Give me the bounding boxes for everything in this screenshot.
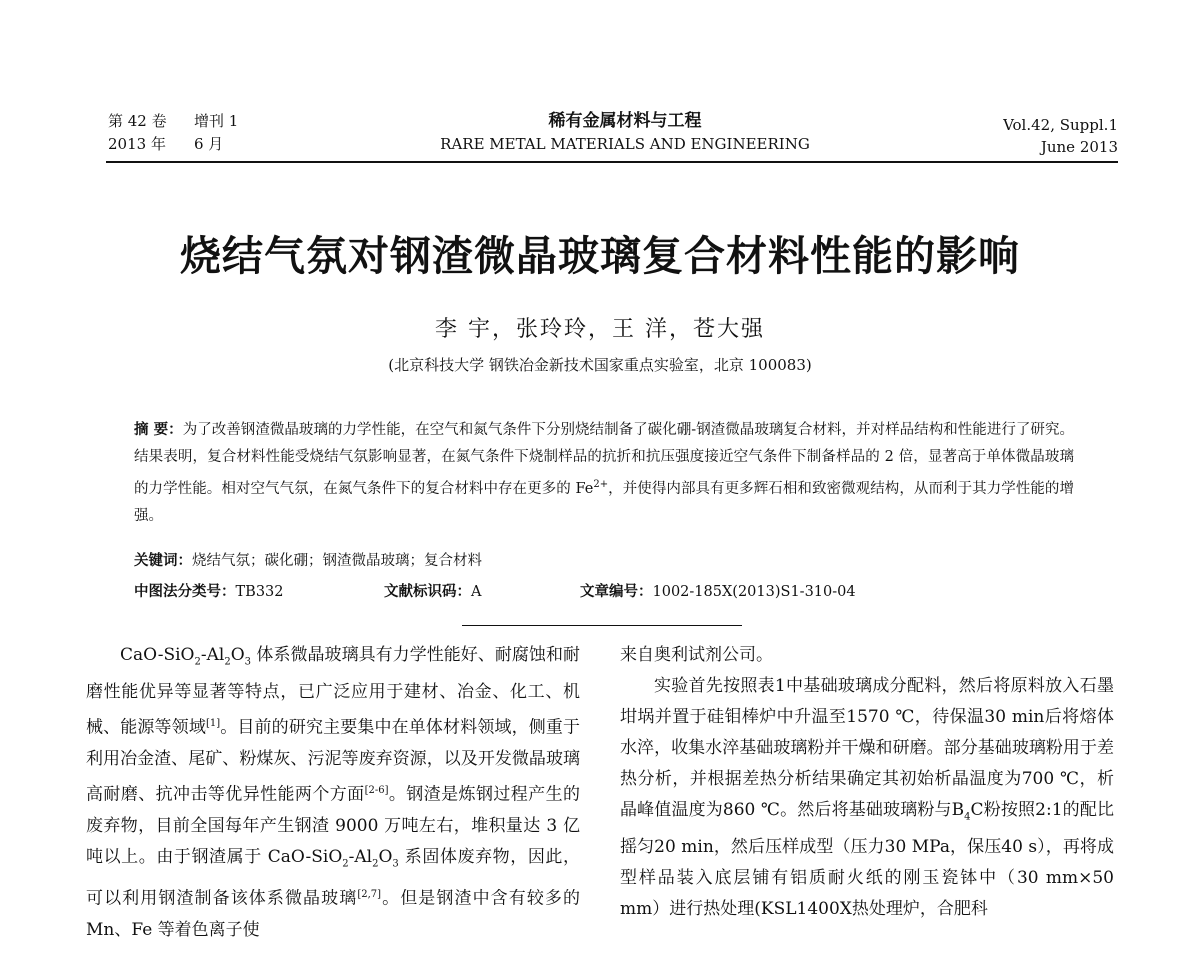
subscript: 2: [342, 858, 349, 870]
text-run: -Al: [200, 645, 225, 665]
authors: 李 宇，张玲玲，王 洋，苍大强: [435, 317, 765, 342]
doc-value: A: [471, 584, 482, 600]
text-run: 。目前的研究主要集中在单体材料领域，侧重于利用冶金渣、尾矿、粉煤灰、污泥等废弃资源，以及开发微晶玻璃高耐磨、抗冲击等优异性能两个方面: [86, 718, 581, 805]
abstract-sup: 2+: [593, 479, 609, 490]
issue-label: 增刊 1: [194, 112, 239, 130]
abstract-text-a: 为了改善钢渣微晶玻璃的力学性能，在空气和氮气条件下分别烧结制备了碳化硼-钢渣微晶玻璃复合材料，并对样品结构和性能进行了研究。结果表明，复合材料性能受烧结气氛影响显著，在氮气条件下烧制样品的抗折和抗压强度接近空气条件下制备样品的 2 倍，显著高于单体微晶玻璃的力学性能。相对空气气氛，在氮气条件下的复合材料中存在更多的 Fe: [134, 422, 1074, 497]
subscript: 3: [392, 858, 399, 870]
section-rule: [462, 625, 742, 626]
article-value: 1002-185X(2013)S1-310-04: [652, 584, 856, 600]
classification-line: [134, 580, 1034, 601]
keywords-label: 关键词：: [134, 552, 192, 569]
abstract-text-b: ，并使得内部具有更多辉石相和致密微观结构，从而利于其力学性能的增强。: [134, 480, 1074, 524]
text-run: 实验首先按照表1中基础玻璃成分配料，然后将原料放入石墨坩埚并置于硅钼棒炉中升温至1570 ℃，待保温30 min后将熔体水淬，收集水淬基础玻璃粉并干燥和研磨。部分基础玻璃粉用于差热分析，并根据差热分析结果确定其初始析晶温度为700 ℃，析晶峰值温度为860 ℃。然后将基础玻璃粉与B: [620, 676, 1114, 820]
keywords: [134, 549, 482, 570]
header-left: [108, 110, 238, 156]
subscript: 2: [224, 656, 231, 668]
text-run: 。钢渣是炼钢过程产生的废弃物，目前全国每年产生钢渣 9000 万吨左右，堆积量达 3 亿吨以上。由于钢渣属于 CaO-SiO: [86, 784, 581, 867]
citation: [1]: [205, 718, 221, 730]
header-center: [380, 110, 870, 156]
month-label: 6 月: [194, 135, 224, 153]
text-run: -Al: [348, 846, 373, 867]
text-run: O: [230, 645, 245, 665]
text-run: 系固体废弃物，因此，可以利用钢渣制备该体系微晶玻璃: [86, 846, 581, 909]
body-right-column: [620, 640, 1114, 925]
text-run: 体系微晶玻璃具有力学性能好、耐腐蚀和耐磨性能优异等显著等特点，已广泛应用于建材、冶金、化工、机械、能源等领域: [86, 645, 580, 739]
text-run: 。但是钢渣中含有较多的 Mn、Fe 等着色离子使: [86, 888, 581, 940]
text-run: O: [378, 846, 393, 867]
doc-label: 文献标识码：: [384, 583, 471, 600]
volume-label: 第 42 卷: [108, 112, 167, 130]
intro-paragraph: [86, 640, 580, 946]
subscript: 4: [964, 811, 971, 823]
paper-title: 烧结气氛对钢渣微晶玻璃复合材料性能的影响: [180, 232, 1020, 280]
volume-en: Vol.42, Suppl.1: [1003, 116, 1118, 134]
doc-item: [384, 580, 580, 601]
date-en: June 2013: [1040, 138, 1118, 156]
article-item: [580, 580, 856, 601]
subscript: 2: [372, 858, 379, 870]
abstract: [134, 416, 1074, 530]
article-label: 文章编号：: [580, 583, 653, 600]
method-paragraph: [620, 671, 1114, 925]
citation: [2-6]: [364, 785, 389, 797]
citation: [2,7]: [357, 889, 382, 901]
text-run: CaO-SiO: [120, 645, 195, 665]
subscript: 2: [194, 656, 201, 668]
year-label: 2013 年: [108, 135, 166, 153]
keywords-text: 烧结气氛；碳化硼；钢渣微晶玻璃；复合材料: [192, 553, 482, 569]
continued-paragraph: 来自奥利试剂公司。: [620, 645, 773, 665]
journal-title-en: RARE METAL MATERIALS AND ENGINEERING: [440, 135, 810, 153]
body-left-column: [86, 640, 580, 946]
journal-title-cn: 稀有金属材料与工程: [548, 111, 702, 131]
affiliation: (北京科技大学 钢铁冶金新技术国家重点实验室，北京 100083): [388, 356, 812, 374]
text-run: C粉按照2:1的配比摇匀20 min，然后压样成型（压力30 MPa，保压40 s），再将成型样品装入底层铺有铝质耐火纸的刚玉瓷钵中（30 mm×50 mm）进行热处理(KSL1400X热处理炉，合肥科: [620, 800, 1114, 920]
header-right: [1003, 114, 1118, 158]
abstract-label: 摘 要：: [134, 421, 183, 438]
clc-value: TB332: [235, 584, 284, 600]
clc-item: [134, 580, 384, 601]
subscript: 3: [244, 656, 251, 668]
clc-label: 中图法分类号：: [134, 583, 236, 600]
header-rule: [106, 161, 1118, 163]
